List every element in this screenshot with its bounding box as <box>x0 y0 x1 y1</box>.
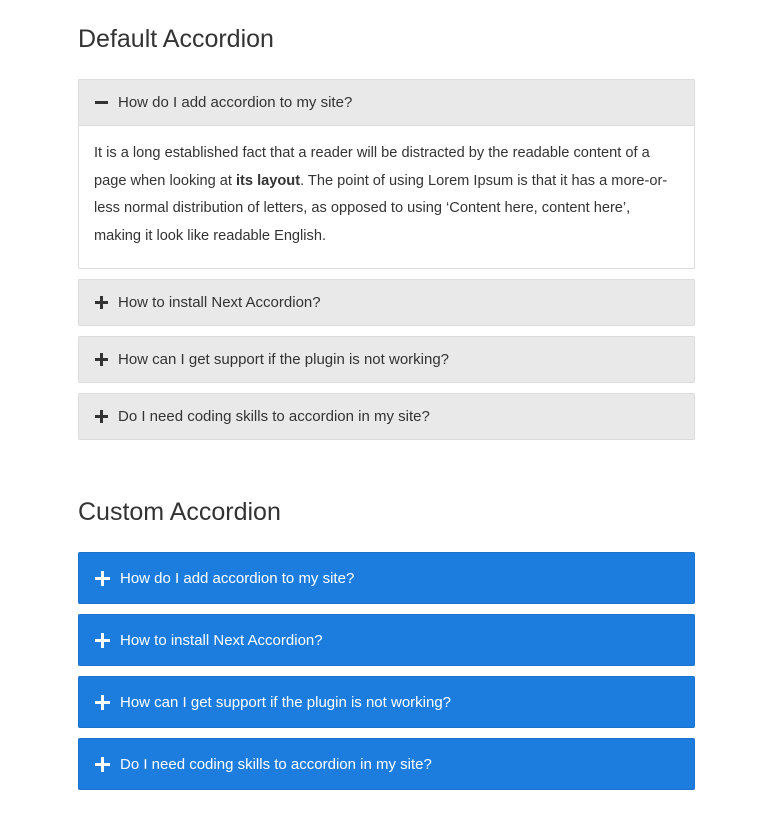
accordion-item <box>78 79 695 269</box>
accordion-header[interactable] <box>79 615 694 665</box>
accordion-header[interactable] <box>79 739 694 789</box>
plus-icon <box>95 695 110 710</box>
accordion-item <box>78 279 695 326</box>
plus-icon <box>95 571 110 586</box>
accordion-header[interactable] <box>79 80 694 126</box>
answer-text: It is a long established fact that a reader will be distracted by the readable content of a page when looking at <box>94 145 650 189</box>
accordion-question: How can I get support if the plugin is not working? <box>118 351 450 368</box>
accordion-item <box>78 738 695 790</box>
accordion-header[interactable] <box>79 280 694 325</box>
accordion-item <box>78 552 695 604</box>
default-accordion-title: Default Accordion <box>78 25 274 53</box>
minus-icon <box>95 96 108 109</box>
accordion-question: Do I need coding skills to accordion in my site? <box>120 755 432 773</box>
accordion-header[interactable] <box>79 553 694 603</box>
custom-accordion-title: Custom Accordion <box>78 498 281 526</box>
accordion-item <box>78 336 695 383</box>
accordion-question: How to install Next Accordion? <box>120 631 323 649</box>
accordion-question: How can I get support if the plugin is not working? <box>120 693 452 711</box>
plus-icon <box>95 296 108 309</box>
accordion-item <box>78 614 695 666</box>
accordion-item <box>78 676 695 728</box>
plus-icon <box>95 633 110 648</box>
answer-bold-text: its layout <box>236 172 301 189</box>
accordion-header[interactable] <box>79 337 694 382</box>
custom-accordion <box>78 552 695 800</box>
plus-icon <box>95 353 108 366</box>
plus-icon <box>95 410 108 423</box>
default-accordion <box>78 79 695 450</box>
accordion-question: How do I add accordion to my site? <box>118 94 353 111</box>
accordion-item <box>78 393 695 440</box>
accordion-header[interactable] <box>79 394 694 439</box>
plus-icon <box>95 757 110 772</box>
accordion-question: How do I add accordion to my site? <box>120 569 355 587</box>
accordion-question: Do I need coding skills to accordion in my site? <box>118 408 430 425</box>
accordion-content <box>79 126 694 268</box>
accordion-question: How to install Next Accordion? <box>118 294 321 311</box>
accordion-header[interactable] <box>79 677 694 727</box>
answer-text: . The point of using Lorem Ipsum is that it has a more-or-less normal distribution of letters, as opposed to using ‘Content here, content here’, making it look like readable English. <box>94 172 668 244</box>
